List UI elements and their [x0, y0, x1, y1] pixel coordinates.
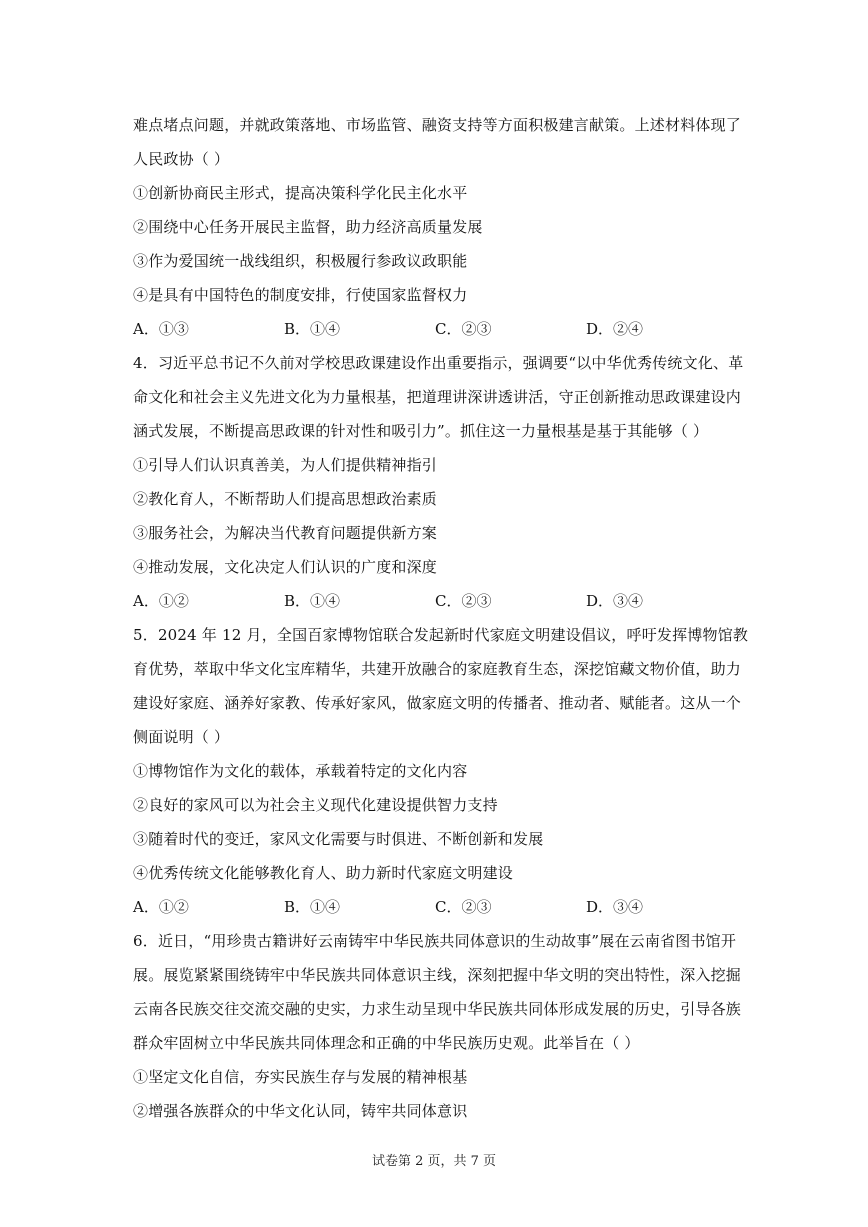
statement: ②围绕中心任务开展民主监督，助力经济高质量发展: [133, 218, 483, 236]
question-stem-line: 6．近日，“用珍贵古籍讲好云南铸牢中华民族共同体意识的生动故事”展在云南省图书馆开: [133, 932, 737, 950]
statement: ③作为爱国统一战线组织，积极履行参政议政职能: [133, 252, 468, 270]
statement: ②教化育人，不断帮助人们提高思想政治素质: [133, 490, 438, 508]
question-6: [133, 924, 741, 1128]
option-d: D．③④: [586, 898, 644, 916]
statement: ②增强各族群众的中华文化认同，铸牢共同体意识: [133, 1102, 468, 1120]
option-b: B．①④: [284, 320, 341, 338]
statement: ④优秀传统文化能够教化育人、助力新时代家庭文明建设: [133, 864, 514, 882]
question-stem-line: 侧面说明（ ）: [133, 728, 230, 746]
option-a: A．①②: [133, 898, 189, 916]
question-4: [133, 346, 744, 618]
statement: ②良好的家风可以为社会主义现代化建设提供智力支持: [133, 796, 498, 814]
page-footer: 试卷第 2 页，共 7 页: [371, 1154, 497, 1169]
statement: ①博物馆作为文化的载体，承载着特定的文化内容: [133, 762, 468, 780]
question-stem-line: 育优势，萃取中华文化宝库精华，共建开放融合的家庭教育生态，深挖馆藏文物价值，助力: [133, 660, 742, 678]
statement: ④推动发展，文化决定人们认识的广度和深度: [133, 558, 438, 576]
page-content: [133, 108, 749, 1128]
option-a: A．①②: [133, 592, 189, 610]
option-c: C．②③: [435, 592, 492, 610]
statement: ④是具有中国特色的制度安排，行使国家监督权力: [133, 286, 468, 304]
question-stem-line: 涵式发展，不断提高思政课的针对性和吸引力”。抓住这一力量根基是基于其能够（ ）: [133, 422, 709, 440]
statement: ①坚定文化自信，夯实民族生存与发展的精神根基: [133, 1068, 468, 1086]
answer-options: [133, 312, 741, 346]
option-b: B．①④: [284, 898, 341, 916]
statement: ①创新协商民主形式，提高决策科学化民主化水平: [133, 184, 468, 202]
question-stem-line: 难点堵点问题，并就政策落地、市场监管、融资支持等方面积极建言献策。上述材料体现了: [133, 116, 742, 134]
question-stem-line: 云南各民族交往交流交融的史实，力求生动呈现中华民族共同体形成发展的历史，引导各族: [133, 1000, 742, 1018]
option-b: B．①④: [284, 592, 341, 610]
statement: ①引导人们认识真善美，为人们提供精神指引: [133, 456, 438, 474]
question-stem-line: 展。展览紧紧围绕铸牢中华民族共同体意识主线，深刻把握中华文明的突出特性，深入挖掘: [133, 966, 742, 984]
statement: ③随着时代的变迁，家风文化需要与时俱进、不断创新和发展: [133, 830, 544, 848]
question-stem-line: 建设好家庭、涵养好家教、传承好家风，做家庭文明的传播者、推动者、赋能者。这从一个: [133, 694, 742, 712]
question-stem-line: 4．习近平总书记不久前对学校思政课建设作出重要指示，强调要“以中华优秀传统文化、革: [133, 354, 744, 372]
question-3-continuation: [133, 108, 741, 346]
option-d: D．③④: [586, 592, 644, 610]
answer-options: [133, 584, 741, 618]
option-c: C．②③: [435, 320, 492, 338]
answer-options: [133, 890, 741, 924]
question-stem-line: 群众牢固树立中华民族共同体理念和正确的中华民族历史观。此举旨在（ ）: [133, 1034, 640, 1052]
question-stem-line: 命文化和社会主义先进文化为力量根基，把道理讲深讲透讲活，守正创新推动思政课建设内: [133, 388, 742, 406]
statement: ③服务社会，为解决当代教育问题提供新方案: [133, 524, 438, 542]
option-a: A．①③: [133, 320, 189, 338]
option-d: D．②④: [586, 320, 644, 338]
question-5: [133, 618, 749, 924]
question-stem-line: 5．2024 年 12 月，全国百家博物馆联合发起新时代家庭文明建设倡议，呼吁发挥博物馆教: [133, 626, 749, 644]
option-c: C．②③: [435, 898, 492, 916]
question-stem-line: 人民政协（ ）: [133, 150, 230, 168]
